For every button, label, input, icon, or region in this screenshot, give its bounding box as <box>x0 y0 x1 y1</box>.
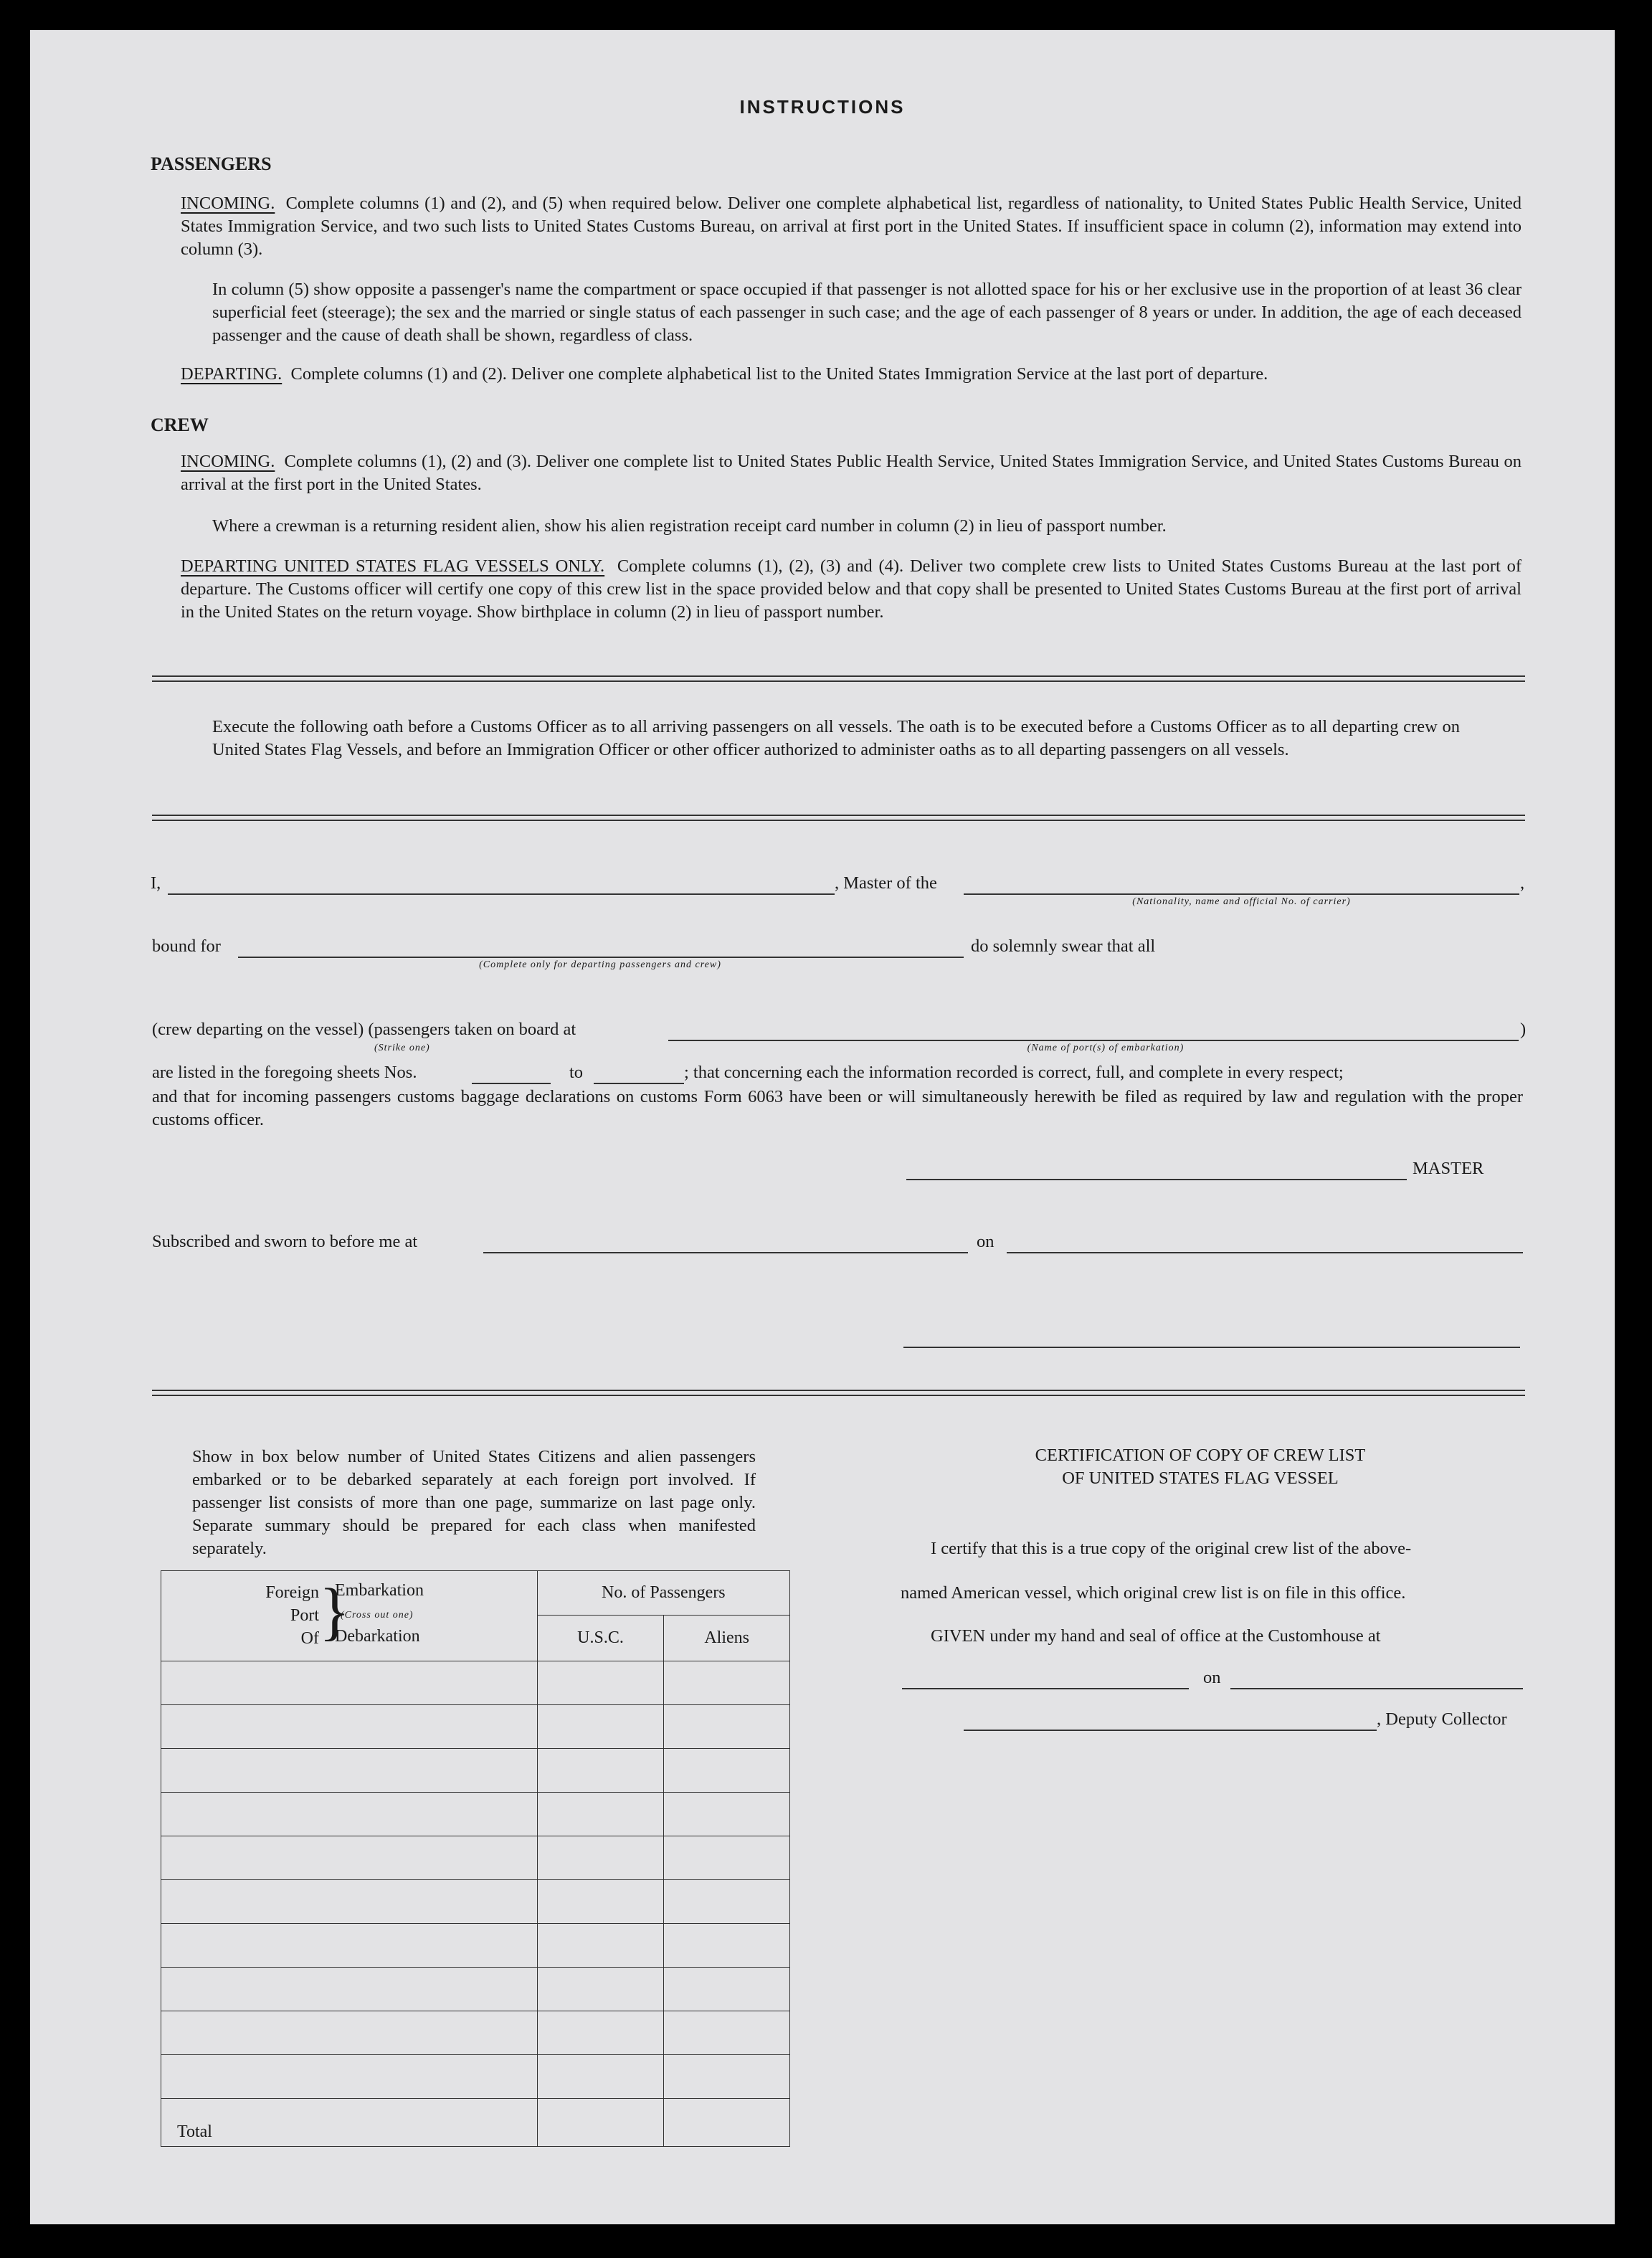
embarkation-port-field[interactable] <box>668 1040 1519 1041</box>
oath-i-label: I, <box>151 873 161 893</box>
crew-incoming-text: Complete columns (1), (2) and (3). Deliver one complete list to United States Public Health Service, United States Immigration Service, and United States Customs Bureau on arrival at the first port in the United States. <box>181 452 1522 494</box>
table-row[interactable] <box>161 1705 538 1749</box>
aliens-cell[interactable] <box>664 1924 790 1968</box>
table-row[interactable] <box>161 1880 538 1924</box>
table-row[interactable] <box>161 1793 538 1836</box>
certification-heading-2: OF UNITED STATES FLAG VESSEL <box>1062 1469 1339 1488</box>
crew-incoming-label: INCOMING. <box>181 452 275 471</box>
sheet-to-field[interactable] <box>594 1083 684 1084</box>
oath-intro: Execute the following oath before a Customs Officer as to all arriving passengers on all vessels. The oath is to be executed before a Customs Officer as to all departing crew on United States Flag Vessels, and before an Immigration Officer or other officer authorized to administer oaths as to all departing passengers on all vessels. <box>212 717 1460 759</box>
aliens-cell[interactable] <box>664 1793 790 1836</box>
usc-cell[interactable] <box>537 1749 664 1793</box>
subscribed-label: Subscribed and sworn to before me at <box>152 1232 418 1251</box>
master-label: MASTER <box>1413 1159 1484 1178</box>
do-swear-label: do solemnly swear that all <box>971 936 1156 956</box>
table-row[interactable] <box>161 1661 538 1705</box>
total-label: Total <box>177 2122 212 2141</box>
sworn-place-field[interactable] <box>483 1252 968 1253</box>
carrier-field[interactable] <box>964 893 1519 895</box>
master-name-field[interactable] <box>168 893 835 895</box>
aliens-cell[interactable] <box>664 1880 790 1924</box>
master-of-label: , Master of the <box>835 873 937 893</box>
listed-to: to <box>569 1063 584 1082</box>
debarkation-label: Debarkation <box>335 1627 420 1646</box>
aliens-cell[interactable] <box>664 1749 790 1793</box>
certification-heading-1: CERTIFICATION OF COPY OF CREW LIST <box>1035 1446 1366 1465</box>
usc-cell[interactable] <box>537 1880 664 1924</box>
officer-signature-field[interactable] <box>903 1347 1520 1348</box>
aliens-header: Aliens <box>664 1615 790 1661</box>
listed-text2: and that for incoming passengers customs baggage declarations on customs Form 6063 have been or will simultaneously herewith be filed as required by law and regulation with the proper customs officer. <box>152 1087 1523 1129</box>
cert-date-field[interactable] <box>1230 1688 1523 1689</box>
table-row[interactable] <box>161 2011 538 2055</box>
bound-for-field[interactable] <box>238 957 964 958</box>
cross-out-caption: (Cross out one) <box>341 1610 414 1621</box>
usc-cell[interactable] <box>537 2055 664 2099</box>
deputy-collector-label: , Deputy Collector <box>1377 1709 1507 1729</box>
divider-3 <box>152 1390 1525 1396</box>
summary-instructions: Show in box below number of United States Citizens and alien passengers embarked or to be debarked separately at each foreign port involved. If passenger list consists of more than one page, summarize on last page only. Separate summary should be prepared for each class when manifested separately. <box>192 1447 756 1558</box>
crew-departing-label: DEPARTING UNITED STATES FLAG VESSELS ONLY. <box>181 556 605 576</box>
listed-prefix: are listed in the foregoing sheets Nos. <box>152 1063 417 1082</box>
port-header-cell <box>161 1571 538 1661</box>
crew-heading: CREW <box>151 414 209 435</box>
divider-1 <box>152 675 1525 682</box>
aliens-cell[interactable] <box>664 1836 790 1880</box>
page-title: INSTRUCTIONS <box>739 96 906 118</box>
passengers-incoming <box>181 192 1522 261</box>
passengers-column5: In column (5) show opposite a passenger's name the compartment or space occupied if that passenger is not allotted space for his or her exclusive use in the proportion of at least 36 clear superficial feet (steerage); the sex and the married or single status of each passenger in such case; and the age of each passenger of 8 years or under. In addition, the age of each deceased passenger and the cause of death shall be shown, regardless of class. <box>212 280 1522 345</box>
usc-cell[interactable] <box>537 1836 664 1880</box>
passenger-summary-table <box>161 1570 790 2147</box>
usc-cell[interactable] <box>537 1661 664 1705</box>
listed-rest: ; that concerning each the information recorded is correct, full, and complete in every respect; <box>684 1063 1344 1082</box>
usc-cell[interactable] <box>537 1705 664 1749</box>
crew-departing <box>181 555 1522 624</box>
form-sheet <box>30 30 1615 2224</box>
master-signature-field[interactable] <box>906 1179 1407 1180</box>
strike-one-caption: (Strike one) <box>374 1043 430 1053</box>
sworn-on-label: on <box>977 1232 994 1251</box>
oath-comma: , <box>1520 873 1525 893</box>
crew-departing-text: Complete columns (1), (2), (3) and (4). Deliver two complete crew lists to United States Customs Bureau at the last port of departure. The Customs officer will certify one copy of this crew list in the space provided below and that copy shall be presented to United States Customs Bureau at the first port of arrival in the United States on the return voyage. Show birthplace in column (2) in lieu of passport number. <box>181 556 1522 622</box>
port-caption: (Name of port(s) of embarkation) <box>1027 1043 1185 1053</box>
customhouse-field[interactable] <box>902 1688 1189 1689</box>
crew-passengers-label: (crew departing on the vessel) (passengers taken on board at <box>152 1020 576 1039</box>
port-label: Port <box>290 1606 319 1625</box>
table-row[interactable] <box>161 1836 538 1880</box>
table-row[interactable] <box>161 1924 538 1968</box>
table-row[interactable] <box>161 1968 538 2011</box>
passengers-incoming-text: Complete columns (1) and (2), and (5) when required below. Deliver one complete alphabetical list, regardless of nationality, to United States Public Health Service, United States Immigration Service, and two such lists to United States Customs Bureau, on arrival at first port in the United States. If insufficient space in column (2), information may extend into column (3). <box>181 194 1522 259</box>
no-passengers-header: No. of Passengers <box>537 1571 789 1616</box>
aliens-cell[interactable] <box>664 2055 790 2099</box>
aliens-total-cell[interactable] <box>664 2099 790 2147</box>
crew-crewman: Where a crewman is a returning resident alien, show his alien registration receipt card number in column (2) in lieu of passport number. <box>212 516 1167 536</box>
embarkation-label: Embarkation <box>335 1581 424 1600</box>
certify-line-1: I certify that this is a true copy of the original crew list of the above- <box>931 1539 1412 1558</box>
passengers-departing <box>181 363 1522 386</box>
usc-cell[interactable] <box>537 2011 664 2055</box>
sheet-from-field[interactable] <box>472 1083 551 1084</box>
passengers-departing-text: Complete columns (1) and (2). Deliver one complete alphabetical list to the United States Immigration Service at the last port of departure. <box>290 364 1268 384</box>
total-row <box>161 2099 538 2147</box>
aliens-cell[interactable] <box>664 1661 790 1705</box>
table-row[interactable] <box>161 1749 538 1793</box>
foreign-label: Foreign <box>265 1583 319 1602</box>
aliens-cell[interactable] <box>664 1968 790 2011</box>
usc-total-cell[interactable] <box>537 2099 664 2147</box>
sworn-date-field[interactable] <box>1007 1252 1523 1253</box>
brace-glyph: } <box>319 1576 351 1647</box>
bound-for-label: bound for <box>152 936 221 956</box>
given-label: GIVEN under my hand and seal of office at the Customhouse at <box>931 1626 1381 1646</box>
usc-cell[interactable] <box>537 1924 664 1968</box>
passengers-departing-label: DEPARTING. <box>181 364 283 384</box>
nationality-caption: (Nationality, name and official No. of carrier) <box>1132 896 1351 907</box>
passengers-incoming-label: INCOMING. <box>181 194 275 213</box>
passengers-heading: PASSENGERS <box>151 153 272 174</box>
usc-header: U.S.C. <box>537 1615 664 1661</box>
close-paren: ) <box>1520 1020 1527 1039</box>
foreign-port-of <box>240 1581 319 1650</box>
cert-on-label: on <box>1203 1668 1221 1687</box>
certify-line-2: named American vessel, which original crew list is on file in this office. <box>901 1583 1406 1603</box>
aliens-cell[interactable] <box>664 2011 790 2055</box>
usc-cell[interactable] <box>537 1968 664 2011</box>
deputy-signature-field[interactable] <box>964 1730 1377 1731</box>
complete-only-caption: (Complete only for departing passengers and crew) <box>479 959 721 970</box>
table-row[interactable] <box>161 2055 538 2099</box>
usc-cell[interactable] <box>537 1793 664 1836</box>
crew-incoming <box>181 450 1522 496</box>
divider-2 <box>152 815 1525 821</box>
aliens-cell[interactable] <box>664 1705 790 1749</box>
of-label: Of <box>300 1629 319 1648</box>
